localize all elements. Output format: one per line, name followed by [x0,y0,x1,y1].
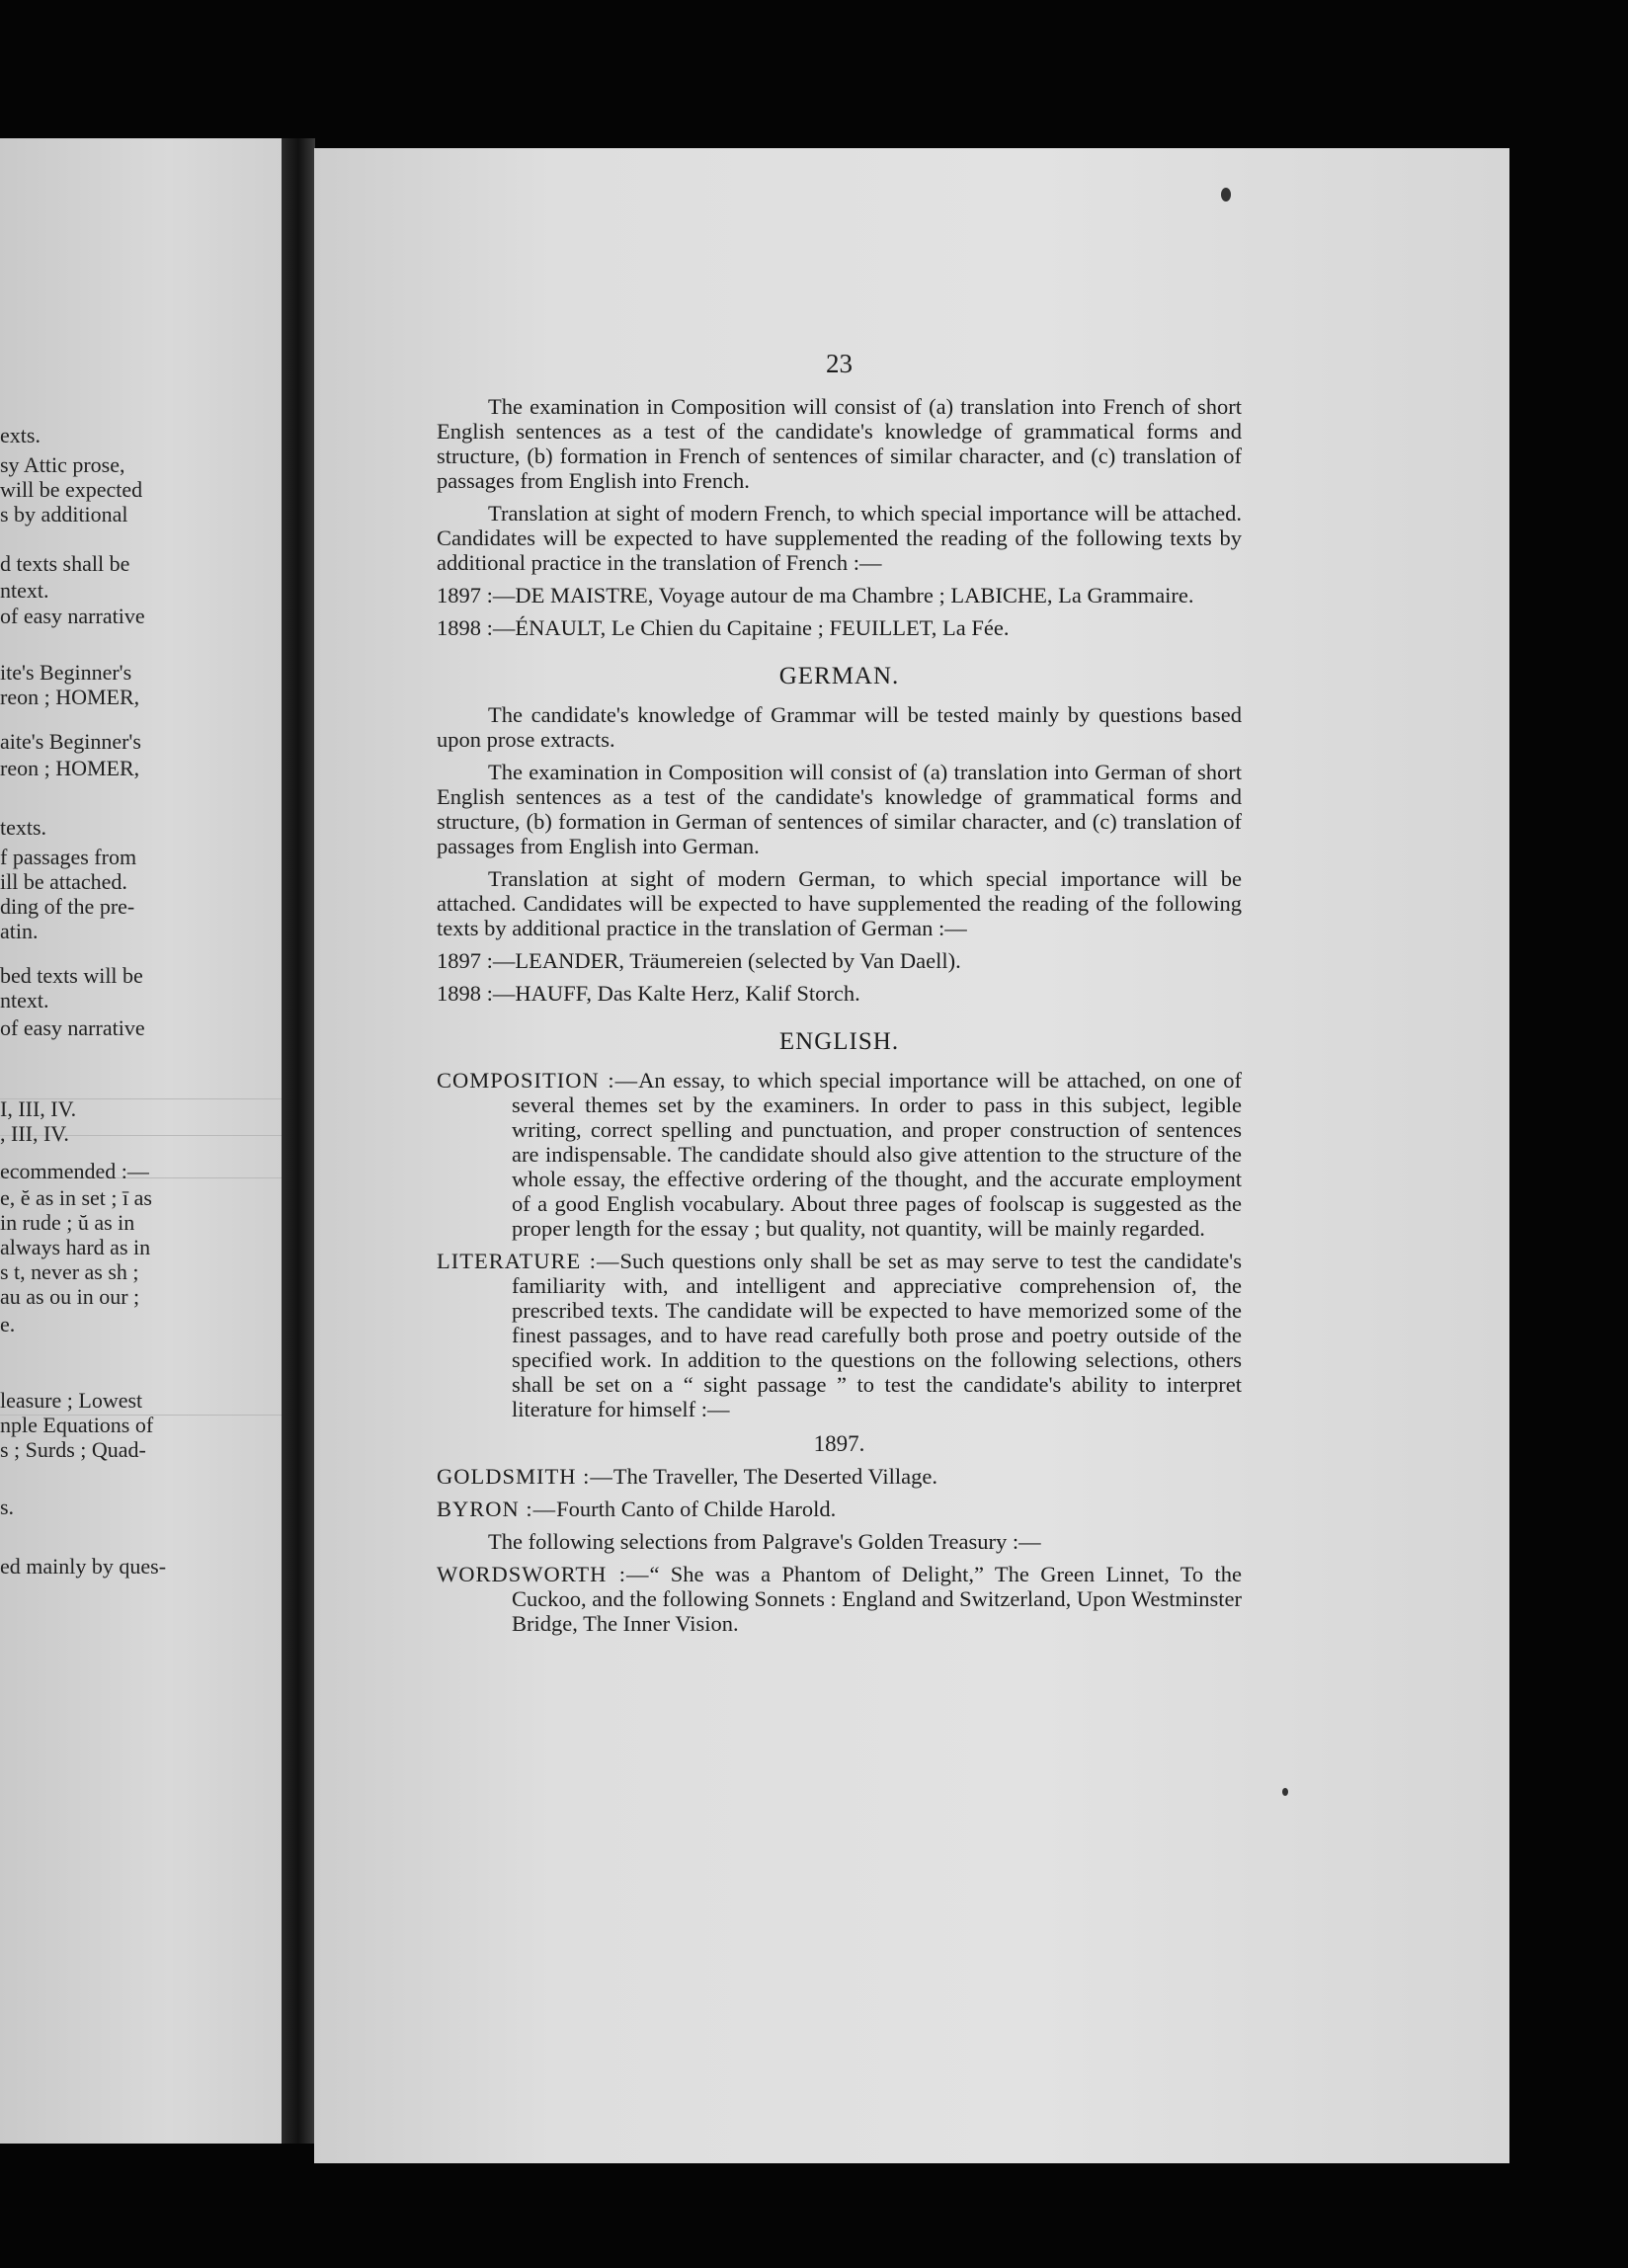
composition-entry [437,1068,1242,1241]
byron-entry [437,1497,1242,1521]
left-page-text-fragment: exts. [0,423,41,447]
left-page-text-fragment: I, III, IV. [0,1096,77,1121]
year-label: 1898 :— [437,981,516,1006]
left-page-text-fragment: ill be attached. [0,869,127,894]
paper-speck [1282,1788,1288,1796]
left-page-text-fragment: au as ou in our ; [0,1284,140,1309]
prescribed-texts: HAUFF, Das Kalte Herz, Kalif Storch. [515,981,860,1006]
year-label: 1898 :— [437,615,516,640]
left-page-text-fragment: ntext. [0,578,49,603]
left-page-text-fragment: ntext. [0,988,49,1012]
german-heading: GERMAN. [778,663,900,689]
literature-label: LITERATURE :— [437,1249,620,1273]
palgrave-intro: The following selections from Palgrave's Golden Treasury :— [488,1529,1041,1554]
composition-label: COMPOSITION :— [437,1068,639,1093]
left-page-text-fragment: s t, never as sh ; [0,1259,139,1284]
left-page-text-fragment: nple Equations of [0,1413,154,1437]
literature-entry [437,1249,1242,1421]
prescribed-texts: DE MAISTRE, Voyage autour de ma Chambre ; LABICHE, La Grammaire. [515,583,1194,608]
year-heading: 1897. [813,1431,865,1456]
english-heading: ENGLISH. [778,1028,900,1055]
left-page-text-fragment: of easy narrative [0,604,145,628]
right-page [314,148,1509,2163]
left-page-fragment [0,138,282,2144]
german-composition-paragraph: The examination in Composition will consist of (a) translation into German of short English sentences as a test of the candidate's knowledge of grammatical forms and structure, (b) formation in German of sentences of similar character, and (c) translation of passages from English into German. [437,760,1242,858]
french-translation-paragraph: Translation at sight of modern French, to which special importance will be attached. Candidates will be expected to have supplemented the reading of the following texts by additional practice in the translation of French :— [437,501,1242,575]
french-text-1898 [437,615,1242,640]
french-text-1897 [437,583,1242,608]
author-label: GOLDSMITH :— [437,1464,613,1489]
german-translation-paragraph: Translation at sight of modern German, to which special importance will be attached. Candidates will be expected to have supplemented the reading of the following texts by additional practice in the translation of German :— [437,866,1242,940]
left-page-text-fragment: d texts shall be [0,551,130,576]
german-grammar-paragraph: The candidate's knowledge of Grammar will be tested mainly by questions based upon prose extracts. [437,702,1242,752]
left-page-text-fragment: ecommended :— [0,1159,149,1183]
left-page-text-fragment: e, ĕ as in set ; ī as [0,1185,152,1210]
left-page-text-fragment: f passages from [0,845,137,869]
work-title: The Traveller, The Deserted Village. [612,1464,937,1489]
wordsworth-entry [437,1562,1242,1636]
year-label: 1897 :— [437,583,516,608]
left-page-text-fragment: in rude ; ŭ as in [0,1210,135,1235]
left-page-text-fragment: reon ; HOMER, [0,756,140,780]
left-page-text-fragment: s ; Surds ; Quad- [0,1437,146,1462]
goldsmith-entry [437,1464,1242,1489]
author-label: WORDSWORTH :— [437,1562,650,1586]
left-page-text-fragment: ite's Beginner's [0,660,132,685]
year-label: 1897 :— [437,948,516,973]
work-title: “ She was a Phantom of Delight,” The Green Linnet, To the Cuckoo, and the following Sonnets : England and Switzerland, Upon Westminster Bridge, The Inner Vision. [512,1562,1242,1636]
left-page-text-fragment: sy Attic prose, [0,452,125,477]
left-page-text-fragment: of easy narrative [0,1015,145,1040]
work-title: Fourth Canto of Childe Harold. [556,1497,837,1521]
left-page-text-fragment: s by additional [0,502,128,526]
german-text-1897 [437,948,1242,973]
prescribed-texts: LEANDER, Träumereien (selected by Van Daell). [515,948,961,973]
left-page-text-fragment: atin. [0,919,39,943]
left-page-text-fragment: , III, IV. [0,1121,69,1146]
author-label: BYRON :— [437,1497,557,1521]
left-page-text-fragment: reon ; HOMER, [0,685,140,709]
french-composition-paragraph: The examination in Composition will consist of (a) translation into French of short English sentences as a test of the candidate's knowledge of grammatical forms and structure, (b) formation in French of sentences of similar character, and (c) translation of passages from English into French. [437,394,1242,493]
left-page-text-fragment: s. [0,1495,15,1519]
composition-text: An essay, to which special importance will be attached, on one of several themes set by the examiners. In order to pass in this subject, legible writing, correct spelling and punctuation, and proper construction of sentences are indispensable. The candidate should also give attention to the structure of the whole essay, the effective ordering of the thought, and the accurate employment of a good English vocabulary. About three pages of foolscap is suggested as the proper length for the essay ; but quality, not quantity, will be mainly regarded. [512,1068,1242,1241]
left-page-text-fragment: texts. [0,815,47,840]
page-content [437,349,1242,1644]
left-page-text-fragment: ding of the pre- [0,894,135,919]
book-gutter [282,138,315,2144]
german-text-1898 [437,981,1242,1006]
prescribed-texts: ÉNAULT, Le Chien du Capitaine ; FEUILLET, La Fée. [515,615,1010,640]
left-page-text-fragment: aite's Beginner's [0,729,141,754]
left-page-text-fragment: always hard as in [0,1235,151,1259]
literature-text: Such questions only shall be set as may serve to test the candidate's familiarity with, and intelligent and appreciative comprehension of, the prescribed texts. The candidate will be expected to have memorized some of the finest passages, and to have read carefully both prose and poetry outside of the specified work. In addition to the questions on the following selections, others shall be set on a “ sight passage ” to test the candidate's ability to interpret literature for himself :— [512,1249,1242,1421]
left-page-text-fragment: will be expected [0,477,143,502]
left-page-text-fragment: ed mainly by ques- [0,1554,167,1579]
left-page-text-fragment: bed texts will be [0,963,143,988]
page-number: 23 [826,349,853,378]
left-page-text-fragment: e. [0,1312,16,1336]
paper-speck [1221,188,1231,202]
left-page-text-fragment: leasure ; Lowest [0,1388,143,1413]
